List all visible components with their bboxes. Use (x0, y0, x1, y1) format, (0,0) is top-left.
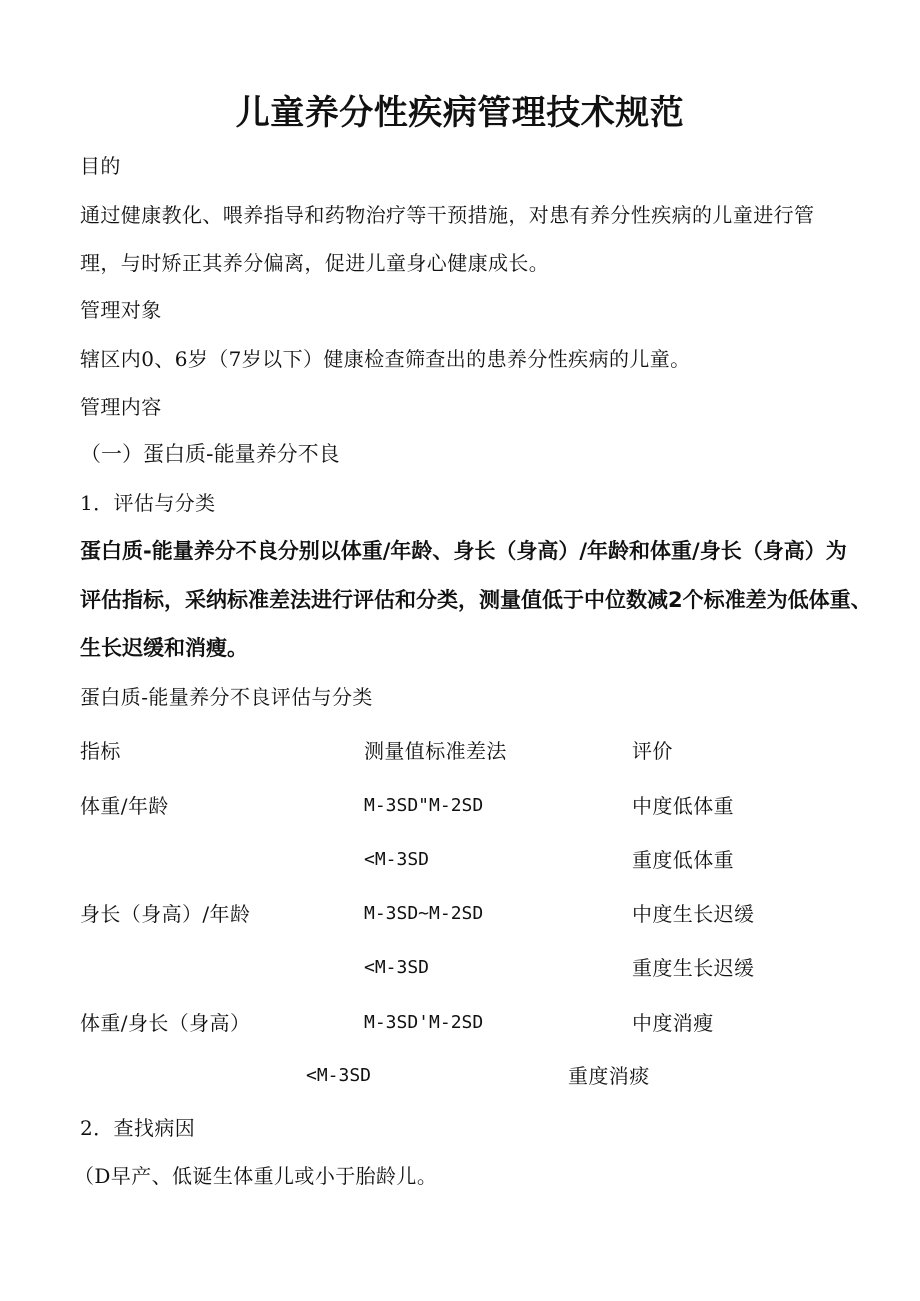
table-cell-method: <M-3SD (306, 1065, 372, 1086)
purpose-text-line-1: 通过健康教化、喂养指导和药物治疗等干预措施，对患有养分性疾病的儿童进行管 (80, 203, 815, 227)
purpose-heading: 目的 (80, 154, 121, 178)
target-heading: 管理对象 (80, 298, 162, 322)
table-cell-evaluation: 中度消瘦 (632, 1011, 714, 1035)
item1-heading: 1．评估与分类 (80, 491, 216, 515)
table-cell-evaluation: 重度消痰 (568, 1064, 650, 1088)
table-cell-indicator: 体重/身长（身高） (80, 1011, 251, 1035)
table-cell-evaluation: 重度低体重 (632, 848, 734, 872)
cause-line-1: （D早产、低诞生体重儿或小于胎龄儿。 (74, 1164, 438, 1188)
table-cell-evaluation: 中度低体重 (632, 794, 734, 818)
table-cell-evaluation: 重度生长迟缓 (632, 956, 755, 980)
table-header-indicator: 指标 (80, 739, 121, 763)
table-cell-indicator: 体重/年龄 (80, 794, 169, 818)
table-header-method: 测量值标准差法 (364, 739, 507, 763)
table-cell-indicator: 身长（身高）/年龄 (80, 902, 251, 926)
bold-paragraph-line-2: 评估指标，采纳标准差法进行评估和分类，测量值低于中位数减2个标准差为低体重、 (80, 588, 872, 612)
purpose-text-line-2: 理，与时矫正其养分偏离，促进儿童身心健康成长。 (80, 251, 550, 275)
table-cell-method: M-3SD'M-2SD (364, 1012, 484, 1033)
page-title: 儿童养分性疾病管理技术规范 (235, 93, 685, 133)
item2-heading: 2．查找病因 (80, 1116, 196, 1140)
table-caption: 蛋白质-能量养分不良评估与分类 (80, 685, 373, 709)
content-heading: 管理内容 (80, 395, 162, 419)
table-header-evaluation: 评价 (632, 739, 673, 763)
table-cell-method: M-3SD~M-2SD (364, 903, 484, 924)
table-cell-method: M-3SD"M-2SD (364, 795, 484, 816)
table-cell-method: <M-3SD (364, 849, 430, 870)
subsection-heading: （一）蛋白质-能量养分不良 (80, 442, 340, 466)
target-text: 辖区内0、6岁（7岁以下）健康检查筛查出的患养分性疾病的儿童。 (80, 347, 691, 371)
bold-paragraph-line-1: 蛋白质-能量养分不良分别以体重/年龄、身长（身高）/年龄和体重/身长（身高）为 (80, 539, 847, 563)
table-cell-method: <M-3SD (364, 957, 430, 978)
table-cell-evaluation: 中度生长迟缓 (632, 902, 755, 926)
bold-paragraph-line-3: 生长迟缓和消瘦。 (80, 636, 248, 660)
